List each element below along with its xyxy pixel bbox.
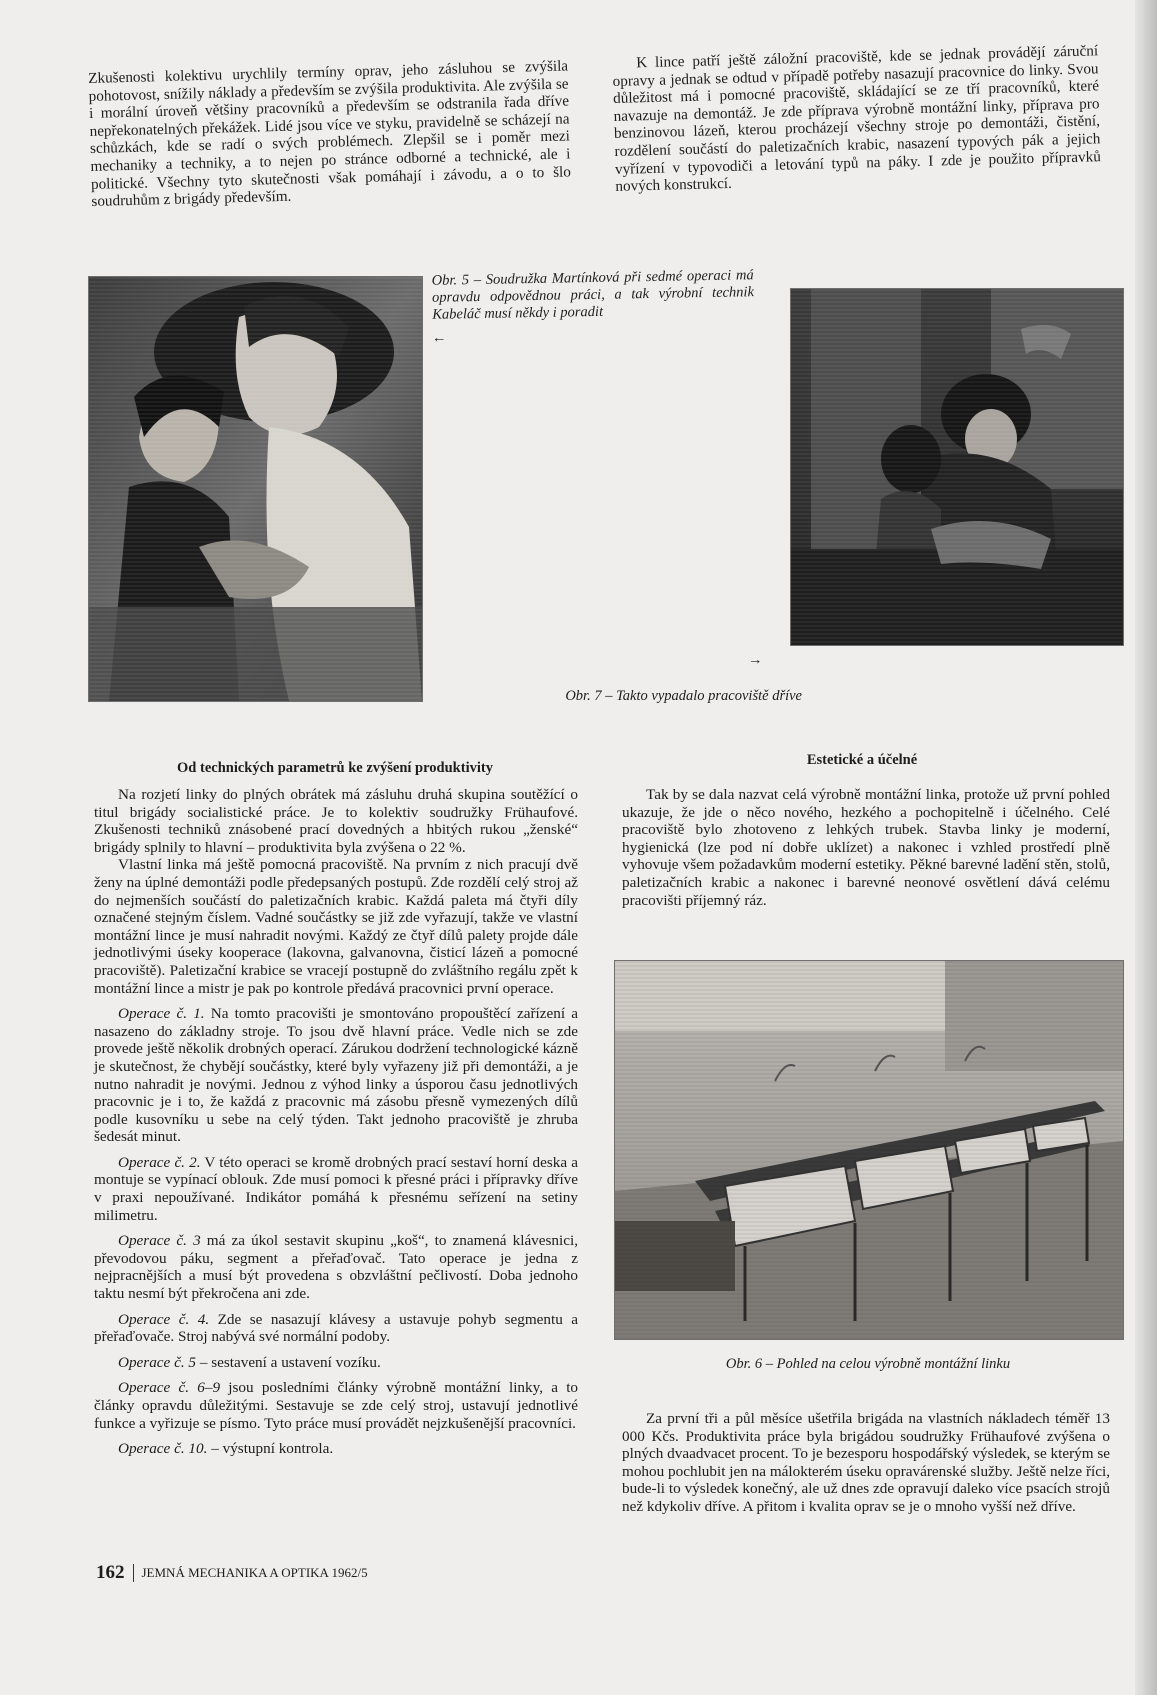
- operation-5-label: Operace č. 5: [118, 1353, 197, 1371]
- operation-1: [94, 1005, 578, 1146]
- operation-6-9: [94, 1379, 578, 1432]
- operation-1-label: Operace č. 1.: [118, 1005, 205, 1023]
- left-column-body: [94, 786, 578, 1458]
- section-heading-aesthetic: Estetické a účelné: [806, 752, 918, 768]
- operation-10-text: – výstupní kontrola.: [211, 1440, 334, 1458]
- caption-fig7-text: Obr. 7 – Takto vypadalo pracoviště dříve: [565, 688, 802, 704]
- right-paragraph-1: Tak by se dala nazvat celá výrobně montážní linka, protože už první pohled ukazuje, že jde o něco nového, hezkého a pochopitelně i účelného. Celé pracoviště bylo zhotoveno z lehkých trubek. Stavba linky je moderní, hygienická (lze pod ní dobře uklízet) a nakonec i vzhled prostředí plně vyhovuje všem požadavkům moderní estetiky. Pěkné barevné ladění stěn, stolů, paletizačních krabic a nakonec i barevné neonové osvětlení dává celému pracovišti příjemný ráz.: [622, 786, 1110, 909]
- operation-2: [94, 1154, 578, 1224]
- arrow-right-icon: →: [748, 652, 763, 668]
- operation-1-text: Na tomto pracovišti je smontováno propouštěcí zařízení a nasazeno do základny stroje. To jsou dvě hlavní práce. Vedle nich se zde provede ještě několik drobných operací. Zárukou dodržení technologické kázně je skutečnost, že chybějí součástky, které byly vyřazeny již při demontáži, a je nutno nahradit je novými. Jednou z výhod linky a úsporou času jednotlivých pracovnic je i to, že každá z pracovnic má zásobu přesně vymezených dílů podle kusovníku u sebe na celý týden. Takt jednoho pracoviště je zhruba šedesát minut.: [94, 1005, 578, 1146]
- operation-2-label: Operace č. 2.: [118, 1153, 201, 1171]
- operation-3-text: má za úkol sestavit skupinu „koš“, to znamená klávesnici, převodovou páku, segment a přeřaďovač. Tato operace je jedna z nejpracnějších a musí být provedena s obzvláštní pečlivostí. Doba jednoho taktu nesmí být překročena ani zde.: [94, 1232, 579, 1303]
- photo-fig5-workers: [88, 276, 423, 702]
- page-binding-shadow: [1135, 0, 1157, 1695]
- operation-6-9-text: jsou posledními články výrobně montážní linky, a to články opravdu důležitými. Sestavuje se zde celý stroj, ustavují jednotlivé funkce a vyřizuje se písmo. Tyto práce musí provádět nejzkušenější pracovníci.: [94, 1379, 579, 1432]
- page-number: 162: [96, 1562, 125, 1583]
- right-closing-paragraph: Za první tři a půl měsíce ušetřila brigáda na vlastních nákladech téměř 13 000 Kčs. Produktivita práce byla brigádou soudružky Frühaufové zvýšena o plných dvaadvacet procent. To je bezesporu hospodářský výsledek, se kterým se mohou pochlubit jen na málokterém úseku opravárenské služby. Ještě nelze říci, bude-li to výsledek konečný, ale už dnes zde opravují daleko více psacích strojů než kdykoliv dříve. A přitom i kvalita oprav se je o mnoho vyšší než dříve.: [622, 1410, 1110, 1515]
- operation-2-text: V této operaci se kromě drobných prací sestaví horní deska a montuje se vypínací oblouk. Zde musí pomoci k přesné práci i přípravky dříve v praxi nepoužívané. Indikátor pomáhá k přesnému seřízení na setiny milimetru.: [94, 1153, 578, 1224]
- operation-6-9-label: Operace č. 6–9: [118, 1379, 221, 1397]
- left-top-text: [88, 57, 572, 210]
- caption-fig5-text: Obr. 5 – Soudružka Martínková při sedmé operaci má opravdu odpovědnou práci, a tak výrobní technik Kabeláč musí někdy i poradit: [431, 267, 755, 323]
- page-footer: [96, 1562, 368, 1584]
- footer-divider: [133, 1564, 134, 1582]
- operation-3: [94, 1232, 578, 1302]
- photo-fig6-assembly-line: [614, 960, 1124, 1340]
- operation-3-label: Operace č. 3: [118, 1232, 201, 1250]
- right-top-text: [612, 42, 1102, 195]
- operation-5: [94, 1354, 578, 1372]
- operation-10: [94, 1440, 578, 1458]
- journal-name: JEMNÁ MECHANIKA A OPTIKA 1962/5: [141, 1565, 368, 1580]
- operation-10-label: Operace č. 10.: [118, 1440, 208, 1458]
- arrow-left-icon: ←: [432, 330, 447, 346]
- right-top-paragraph: K lince patří ještě záložní pracoviště, kde se jednak provádějí záruční opravy a jednak se odtud v případě potřeby nasazují pracovnice do linky. Svou důležitost má i pomocné pracoviště, skládající se ze tří pracovníků, které navazuje na demontáž. Je zde příprava výrobně montážní linky, příprava pro benzinovou lázeň, kterou procházejí všechny stroje po demontáži, čistění, rozdělení součástí do paletizačních krabic, nasazení typových pák a jejich vyřízení v typovodiči a letování typů na páky. I zde je použito přípravků nových konstrukcí.: [612, 42, 1102, 196]
- operation-4-label: Operace č. 4.: [118, 1310, 210, 1328]
- left-paragraph-2: Vlastní linka má ještě pomocná pracoviště. Na prvním z nich pracují dvě ženy na úplné demontáži podle předepsaných postupů. Zde rozdělí celý stroj až do nejmenších součástí do paletizačních krabic. Každá paleta má čtyři díly označené stejným číslem. Vadné součástky se již zde vyřazují, takže ve vlastní montážní lince je musí nahradit novými. Každý ze čtyř dílů palety projde dále jednotlivými úseky kooperace (lakovna, galvanovna, čisticí lázeň a pomocné pracoviště). Paletizační krabice se vracejí postupně do zvláštního regálu zpět k montážní lince a mistr je pak po kontrole předává pracovnici první operace.: [94, 856, 578, 997]
- photo-fig7-old-workplace: [790, 288, 1124, 646]
- caption-fig5: [432, 267, 755, 324]
- operation-5-text: – sestavení a ustavení vozíku.: [199, 1353, 381, 1371]
- caption-fig6: [614, 1356, 1122, 1373]
- right-closing-body: [622, 1410, 1110, 1516]
- left-paragraph-1: Na rozjetí linky do plných obrátek má zásluhu druhá skupina soutěžící o titul brigády socialistické práce. Je to kolektiv soudružky Frühaufové. Zkušenosti techniků znásobené prací dovedných a hbitých rukou „ženské“ brigády splnily to hlavní – produktivita byla zvýšena o 22 %.: [94, 786, 578, 856]
- section-heading-productivity: Od technických parametrů ke zvýšení produktivity: [177, 760, 493, 776]
- caption-fig6-text: Obr. 6 – Pohled na celou výrobně montážní linku: [725, 1356, 1011, 1372]
- operation-4-text: Zde se nasazují klávesy a ustavuje pohyb segmentu a přeřaďovače. Stroj nabývá své normální podoby.: [94, 1310, 579, 1346]
- caption-fig7: [442, 688, 802, 705]
- operation-4: [94, 1311, 578, 1346]
- right-column-body: [622, 786, 1110, 909]
- left-top-paragraph: Zkušenosti kolektivu urychlily termíny oprav, jeho zásluhou se zvýšila pohotovost, snížily náklady a především se zvýšila produktivita. Ale zvýšila se i morální úroveň většiny pracovníků a především se odstranila řada dříve nepřekonatelných překážek. Lidé jsou více ve styku, pravidelně se scházejí na schůzkách, kde se radí o svých problémech. Zlepšil se i poměr mezi mechaniky a techniky, a to nejen po stránce odborné a technické, ale i politické. Všechny tyto skutečnosti však pomáhají i závodu, a o to šlo soudruhům z brigády především.: [88, 57, 572, 211]
